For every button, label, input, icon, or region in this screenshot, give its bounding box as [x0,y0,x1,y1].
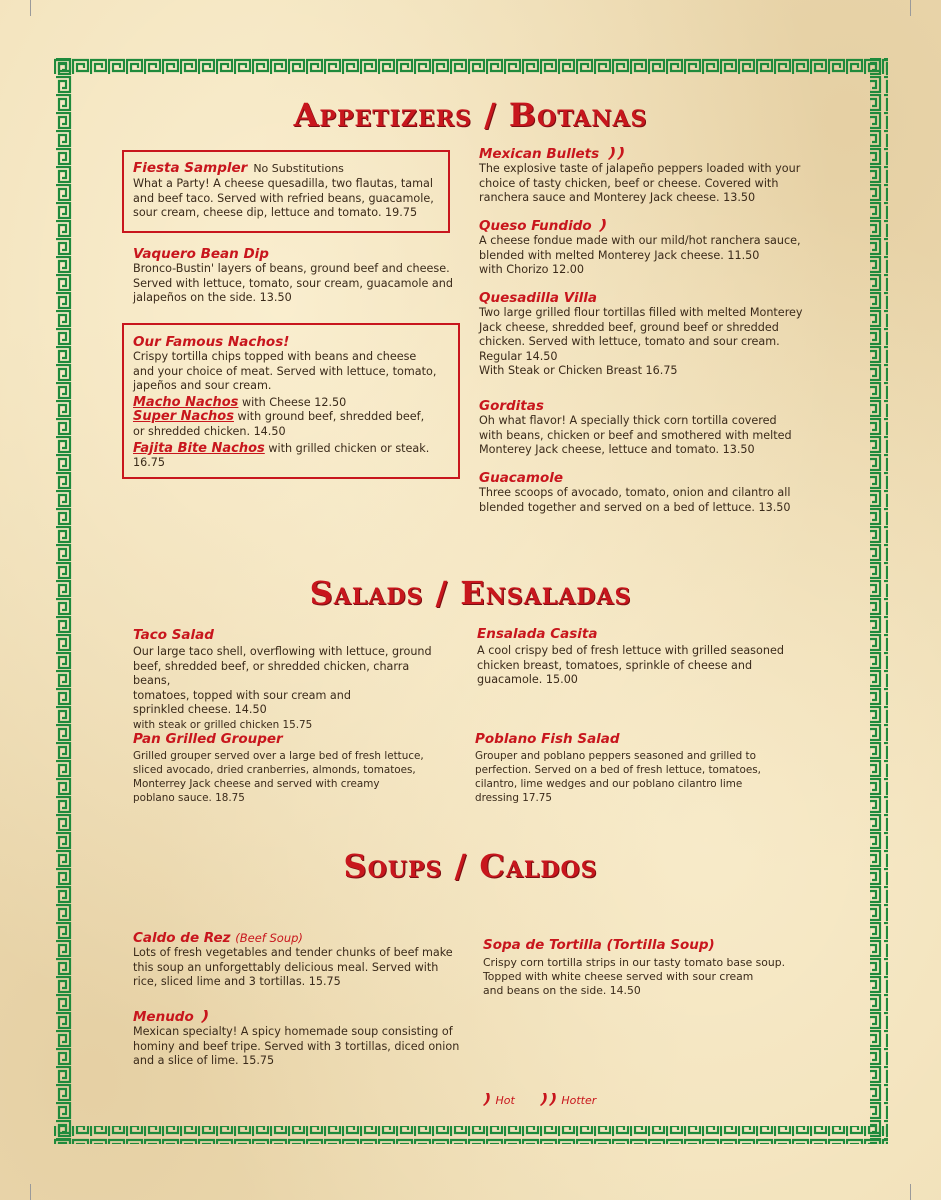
menu-item-mexican-bullets [479,146,809,206]
item-description: Oh what flavor! A specially thick corn tortilla covered with beans, chicken or beef and smothered with melted Monterey Jack cheese, lettuce and tomato. 13.50 [479,414,792,457]
section-title-appetizers: Appetizers / Botanas [293,96,648,134]
chili-pepper-icon [596,218,608,232]
item-description: Bronco-Bustin' layers of beans, ground beef and cheese. Served with lettuce, tomato, sour cream, guacamole and jalapeños on the side. 13.50 [133,262,453,305]
item-name: Sopa de Tortilla (Tortilla Soup) [483,937,715,953]
item-note: No Substitutions [253,162,344,175]
item-name: Vaquero Bean Dip [133,246,269,262]
menu-item-quesadilla-villa [479,290,809,379]
legend-hotter: Hotter [561,1094,597,1107]
menu-item-pan-grilled-grouper [133,731,443,805]
menu-item-taco-salad [133,627,443,732]
item-name: Ensalada Casita [477,626,598,642]
item-name: Fiesta Sampler [133,160,248,176]
chili-pepper-icon [536,1092,558,1106]
item-subtitle: (Beef Soup) [235,931,303,945]
menu-item-poblano-fish-salad [475,731,805,805]
item-name: Mexican Bullets [479,146,600,162]
item-name: Taco Salad [133,627,214,643]
menu-item-menudo [133,1009,463,1069]
item-name: Guacamole [479,470,564,486]
item-description: Crispy corn tortilla strips in our tasty tomato base soup. Topped with white cheese served with sour cream and beans on the side. 14.50 [483,956,786,997]
nachos-variant-fajita: Fajita Bite Nachos with grilled chicken or steak. 16.75 [133,440,430,470]
item-description: A cheese fondue made with our mild/hot ranchera sauce, blended with melted Monterey Jack cheese. 11.50 with Chorizo 12.00 [479,234,801,277]
item-name: Queso Fundido [479,218,592,234]
item-name: Poblano Fish Salad [475,731,620,747]
menu-item-queso-fundido [479,218,809,278]
item-name: Gorditas [479,398,544,414]
item-description: Grilled grouper served over a large bed of fresh lettuce, sliced avocado, dried cranberries, almonds, tomatoes, Monterrey Jack cheese and served with creamy poblano sauce. 18.75 [133,750,424,804]
item-description: Grouper and poblano peppers seasoned and grilled to perfection. Served on a bed of fresh lettuce, tomatoes, cilantro, lime wedges and our poblano cilantro lime dressing 17.75 [475,750,761,804]
menu-item-gorditas [479,398,809,458]
item-description: Lots of fresh vegetables and tender chunks of beef make this soup an unforgettably delicious meal. Served with rice, sliced lime and 3 tortillas. 15.75 [133,946,453,989]
item-name: Menudo [133,1009,194,1025]
heat-legend [480,1092,596,1107]
item-description: Our large taco shell, overflowing with lettuce, ground beef, shredded beef, or shredded chicken, charra beans, tomatoes, topped with sour cream and sprinkled cheese. 14.50 with steak or grilled chicken 15.75 [133,645,432,731]
item-description: What a Party! A cheese quesadilla, two flautas, tamal and beef taco. Served with refried beans, guacamole, sour cream, cheese dip, lettuce and tomato. 19.75 [133,177,434,220]
nachos-variant-super-cont: or shredded chicken. 14.50 [133,424,286,438]
chili-pepper-icon [480,1092,492,1106]
menu-item-vaquero-bean-dip [133,246,453,306]
item-description: The explosive taste of jalapeño peppers loaded with your choice of tasty chicken, beef or cheese. Covered with ranchera sauce and Monterey Jack cheese. 13.50 [479,162,801,205]
menu-item-guacamole [479,470,809,515]
legend-hot: Hot [495,1094,515,1107]
menu-item-sopa-de-tortilla [483,937,813,998]
item-description: Crispy tortilla chips topped with beans and cheese and your choice of meat. Served with lettuce, tomato, japeños and sour cream. [133,350,437,393]
item-name: Our Famous Nachos! [133,334,290,350]
nachos-variant-super: Super Nachos with ground beef, shredded beef, [133,409,425,425]
item-description: A cool crispy bed of fresh lettuce with grilled seasoned chicken breast, tomatoes, sprinkle of cheese and guacamole. 15.00 [477,644,784,687]
chili-pepper-icon [604,146,626,160]
menu-item-famous-nachos [133,334,451,471]
item-name: Pan Grilled Grouper [133,731,283,747]
chili-pepper-icon [198,1009,210,1023]
menu-item-fiesta-sampler [133,160,445,221]
item-name: Caldo de Rez [133,930,231,946]
item-description: Mexican specialty! A spicy homemade soup consisting of hominy and beef tripe. Served with 3 tortillas, diced onion and a slice of lime. 15.75 [133,1025,460,1068]
item-description: Three scoops of avocado, tomato, onion and cilantro all blended together and served on a bed of lettuce. 13.50 [479,486,791,514]
section-title-soups: Soups / Caldos [343,847,598,885]
item-description: Two large grilled flour tortillas filled with melted Monterey Jack cheese, shredded beef, ground beef or shredded chicken. Served with lettuce, tomato and sour cream. Regular 14.50 With Steak or Chicken Breast 16.75 [479,306,803,378]
nachos-variant-macho: Macho Nachos with Cheese 12.50 [133,394,347,410]
menu-item-ensalada-casita [477,626,807,688]
section-title-salads: Salads / Ensaladas [309,574,632,612]
item-name: Quesadilla Villa [479,290,597,306]
menu-item-caldo-de-rez [133,930,463,990]
